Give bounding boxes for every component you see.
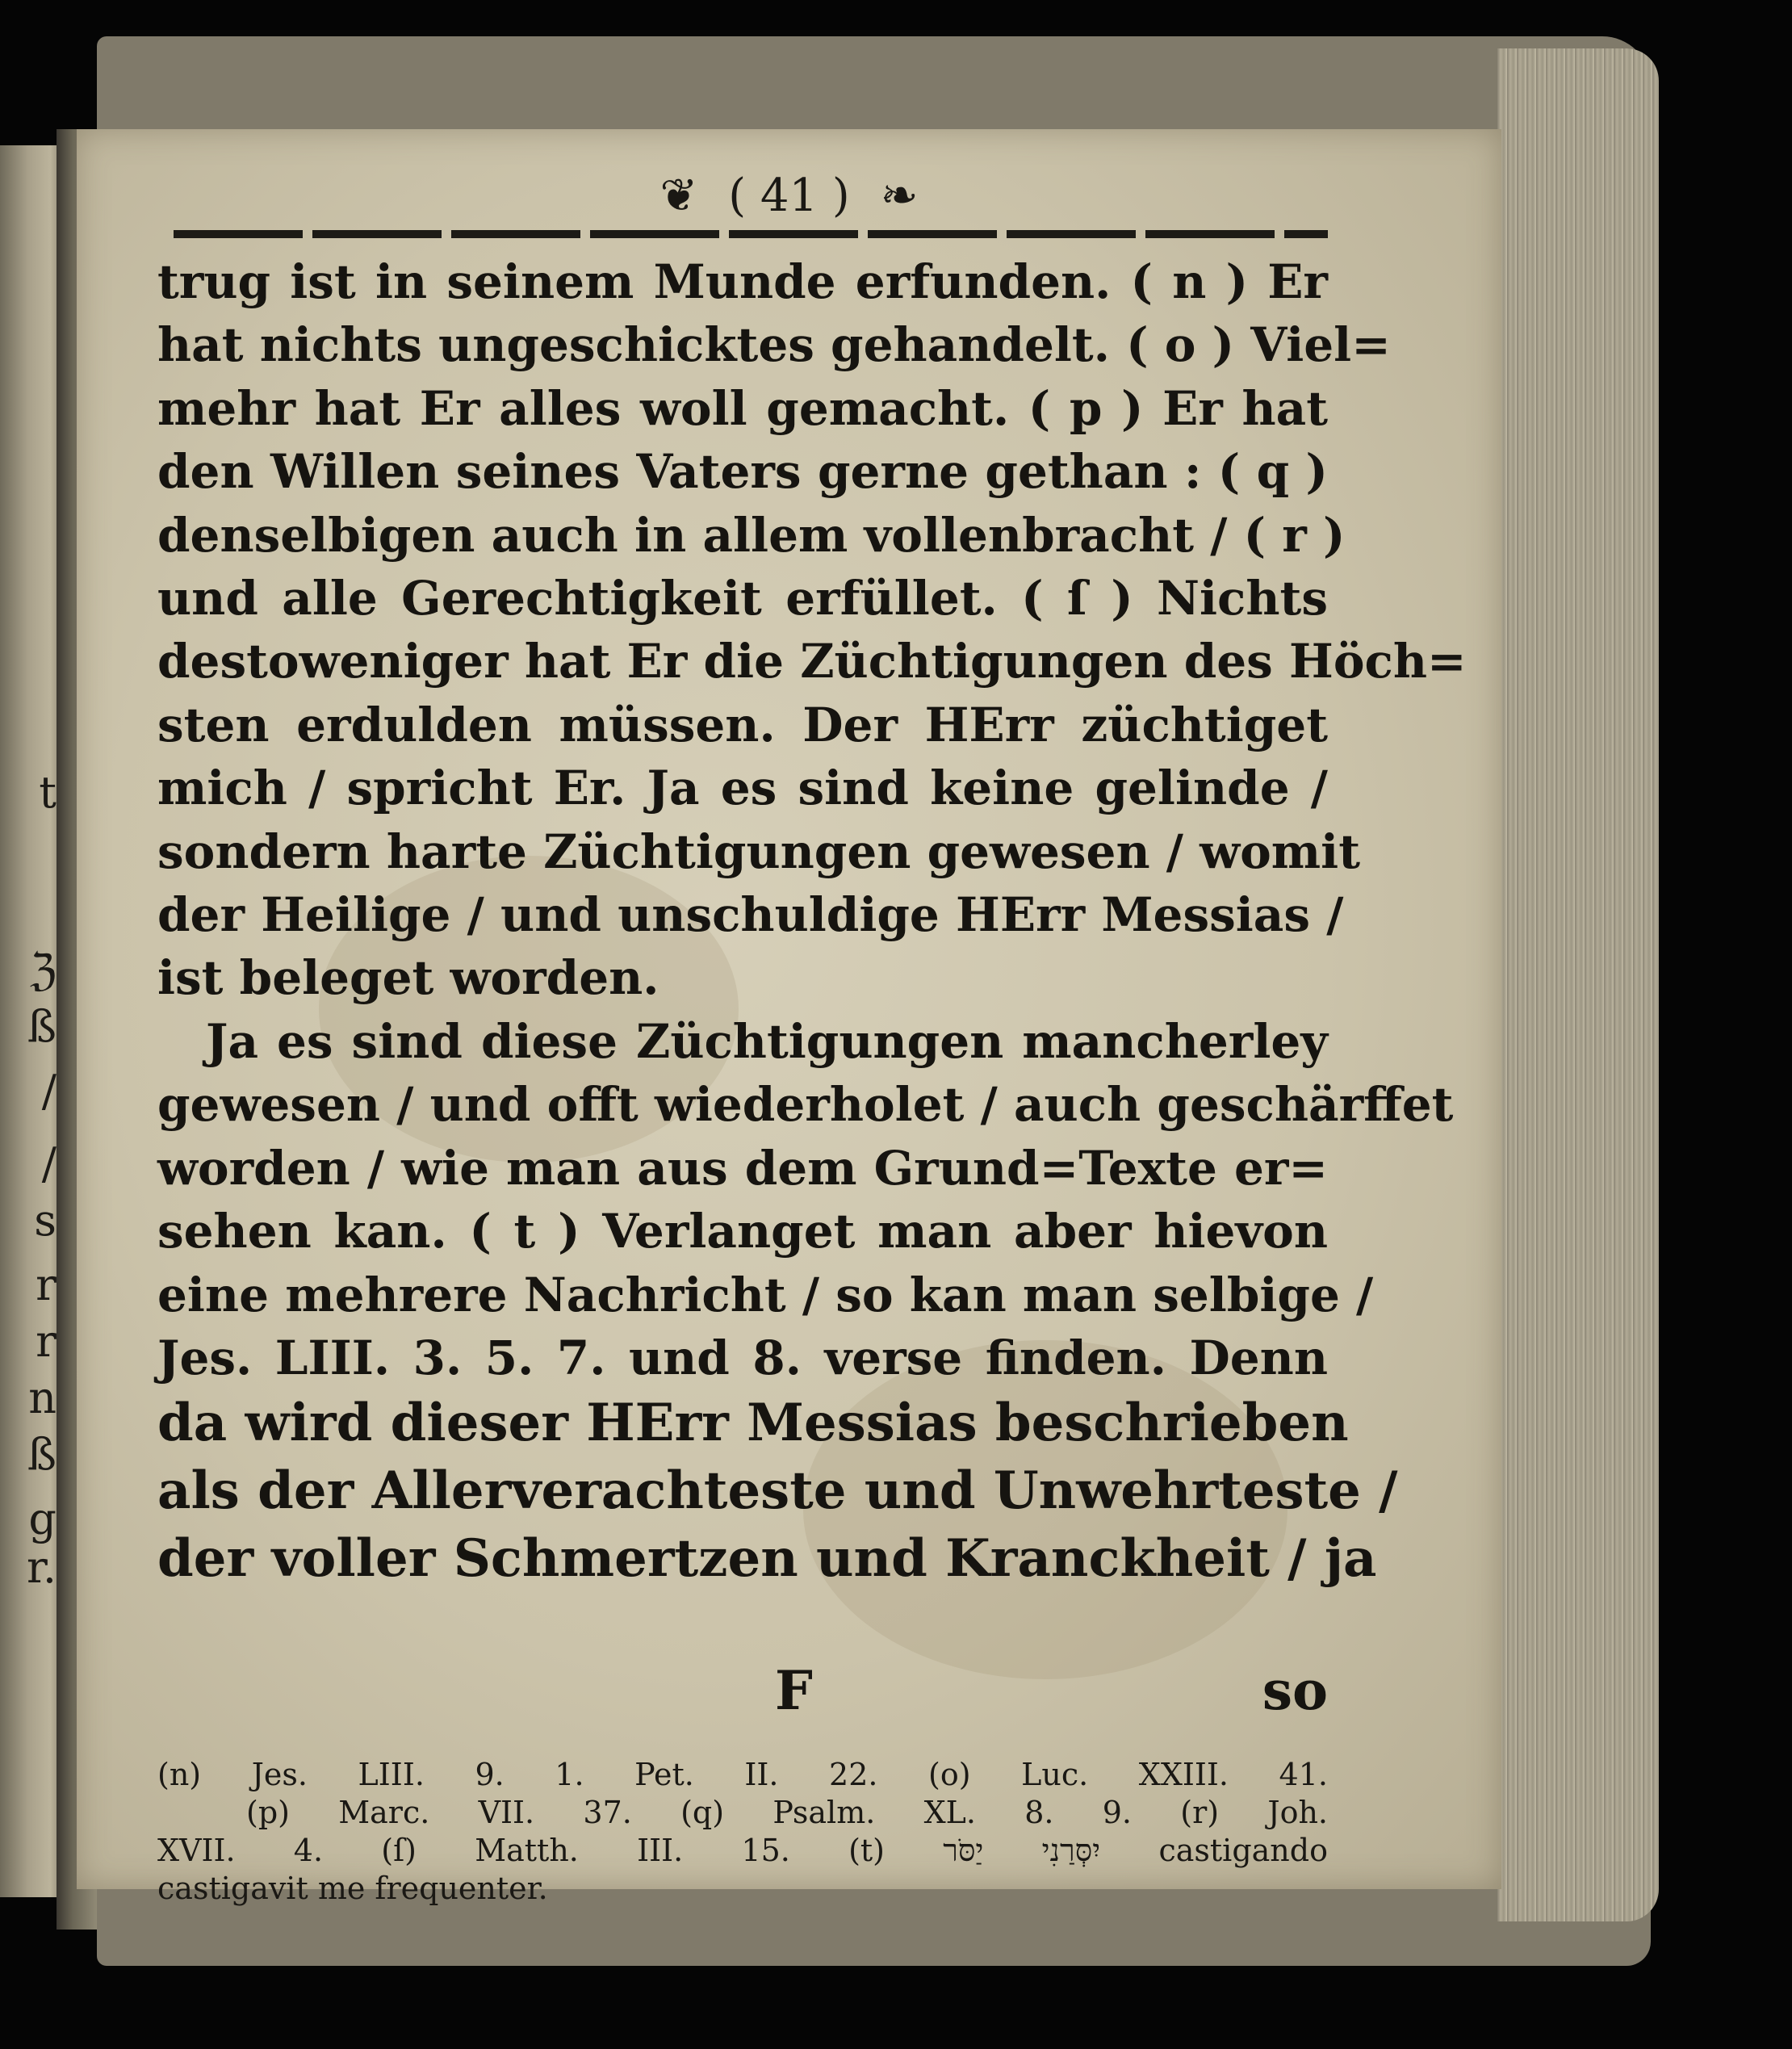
left-page-fragment: ß — [27, 1429, 57, 1480]
ornament-left-icon: ❦ — [659, 170, 698, 222]
signature-mark: F — [775, 1659, 813, 1722]
footnote-line: (p) Marc. VII. 37. (q) Psalm. XL. 8. 9. (r) Joh. — [246, 1795, 1328, 1830]
page-edges — [1497, 48, 1659, 1921]
text-line: sten erdulden müssen. Der HErr züchtiget — [157, 697, 1328, 752]
page-header — [77, 170, 1501, 222]
text-line: hat nichts ungeschicktes gehandelt. ( o ) Viel= — [157, 317, 1391, 373]
header-rule — [174, 230, 1328, 238]
text-line: eine mehrere Nachricht / so kan man selbige / — [157, 1267, 1374, 1322]
text-line: mich / spricht Er. Ja es sind keine gelinde / — [157, 761, 1328, 816]
ornament-right-icon: ❧ — [880, 170, 919, 222]
text-line: der Heilige / und unschuldige HErr Messias / — [157, 887, 1344, 943]
body-text — [157, 250, 1467, 1593]
left-page-fragment: / — [41, 1138, 57, 1189]
text-line: den Willen seines Vaters gerne gethan : ( q ) — [157, 444, 1328, 500]
footnote-line: castigavit me frequenter. — [157, 1871, 548, 1906]
left-page-fragment: t — [39, 767, 57, 818]
text-line: worden / wie man aus dem Grund=Texte er= — [157, 1140, 1328, 1196]
left-page-fragment: n — [28, 1372, 57, 1423]
text-line: destoweniger hat Er die Züchtigungen des Höch= — [157, 634, 1467, 689]
left-page-fragment: ß — [27, 1001, 57, 1052]
left-page-fragment: r. — [26, 1542, 57, 1593]
text-line: mehr hat Er alles woll gemacht. ( p ) Er hat — [157, 380, 1328, 436]
catchword: so — [1262, 1659, 1328, 1722]
text-line: Ja es sind diese Züchtigungen mancherley — [206, 1013, 1328, 1069]
text-line: sehen kan. ( t ) Verlanget man aber hievon — [157, 1204, 1328, 1259]
left-facing-page — [0, 145, 63, 1897]
left-page-fragment: ℨ — [29, 945, 57, 995]
text-line: trug ist in seinem Munde erfunden. ( n ) Er — [157, 254, 1328, 309]
text-line: Jes. LIII. 3. 5. 7. und 8. verse finden. Denn — [157, 1330, 1328, 1385]
text-line: der voller Schmertzen und Kranckheit / ja — [157, 1528, 1377, 1590]
left-page-fragment: / — [41, 1066, 57, 1117]
left-page-fragment: r — [36, 1316, 57, 1367]
left-page-fragment: r — [36, 1259, 57, 1310]
left-page-text-fragments — [2, 145, 58, 1897]
left-page-fragment: g — [28, 1494, 57, 1544]
page-number: ( 41 ) — [728, 170, 850, 222]
text-line: ist beleget worden. — [157, 950, 659, 1006]
text-line: als der Allerverachteste und Unwehrteste / — [157, 1460, 1398, 1522]
text-line: da wird dieser HErr Messias beschrieben — [157, 1393, 1349, 1454]
right-page — [77, 129, 1501, 1906]
footnote-line: XVII. 4. (ſ) Matth. III. 15. (t) יִסְּרַנִי יַסֹּר castigando — [157, 1833, 1328, 1868]
text-line: sondern harte Züchtigungen gewesen / womit — [157, 823, 1360, 879]
footnote-line: (n) Jes. LIII. 9. 1. Pet. II. 22. (o) Luc. XXIII. 41. — [157, 1757, 1328, 1792]
text-line: gewesen / und offt wiederholet / auch geschärffet — [157, 1077, 1454, 1133]
text-line: und alle Gerechtigkeit erfüllet. ( ſ ) Nichts — [157, 571, 1328, 626]
footnotes — [157, 1756, 1328, 1908]
text-line: denselbigen auch in allem vollenbracht / ( r ) — [157, 507, 1346, 563]
left-page-fragment: s — [34, 1195, 57, 1246]
